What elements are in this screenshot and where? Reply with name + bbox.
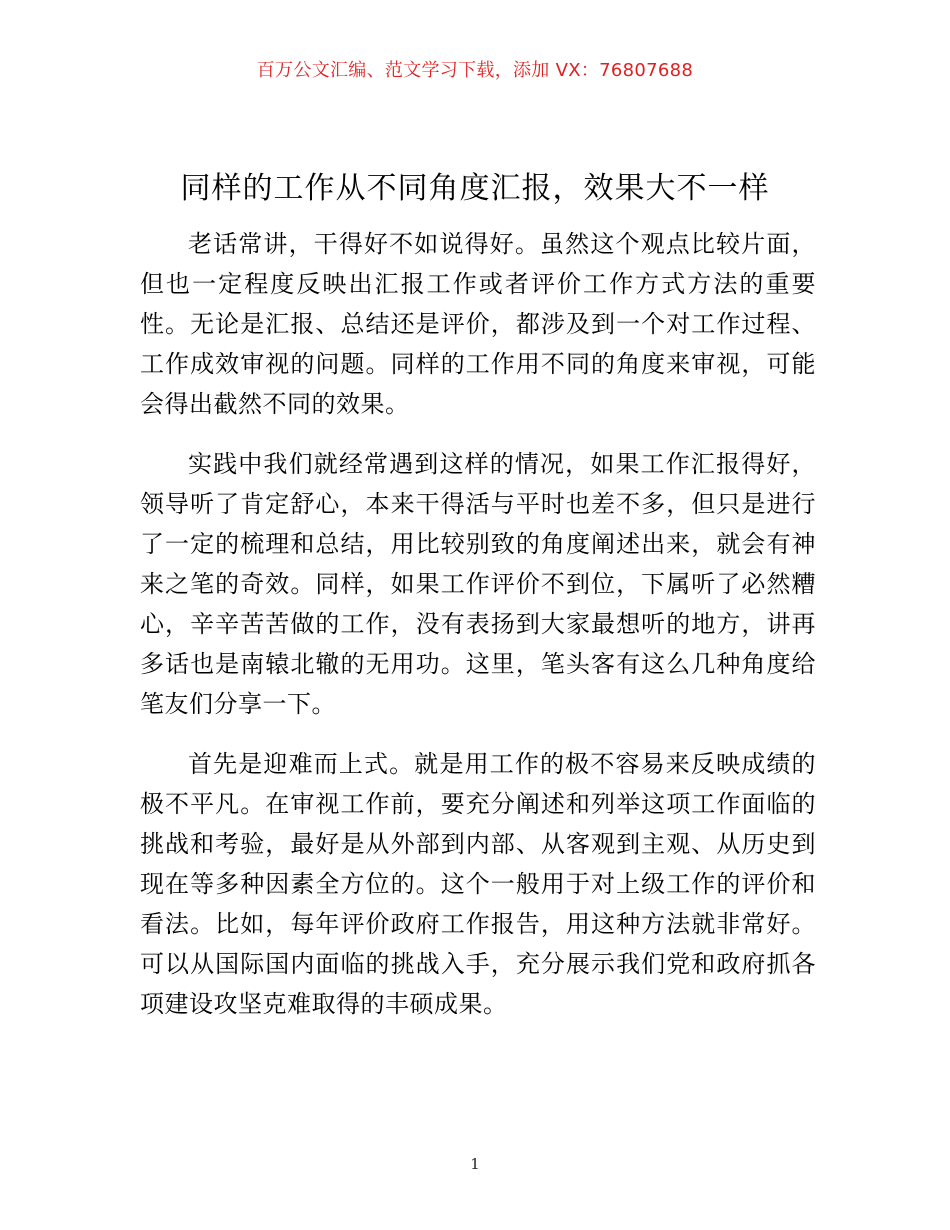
- page-number: 1: [470, 1155, 480, 1173]
- paragraph-2: 实践中我们就经常遇到这样的情况，如果工作汇报得好，领导听了肯定舒心，本来干得活与平时也差不多，但只是进行了一定的梳理和总结，用比较别致的角度阐述出来，就会有神来之笔的奇效。同样，如果工作评价不到位，下属听了必然糟心，辛辛苦苦做的工作，没有表扬到大家最想听的地方，讲再多话也是南辕北辙的无用功。这里，笔头客有这么几种角度给笔友们分享一下。: [140, 450, 816, 718]
- header-banner: 百万公文汇编、范文学习下载，添加 VX：76807688: [256, 60, 694, 81]
- paragraph-3: 首先是迎难而上式。就是用工作的极不容易来反映成绩的极不平凡。在审视工作前，要充分阐述和列举这项工作面临的挑战和考验，最好是从外部到内部、从客观到主观、从历史到现在等多种因素全方位的。这个一般用于对上级工作的评价和看法。比如，每年评价政府工作报告，用这种方法就非常好。可以从国际国内面临的挑战入手，充分展示我们党和政府抓各项建设攻坚克难取得的丰硕成果。: [140, 750, 816, 1018]
- document-body: [140, 224, 816, 1044]
- paragraph-1: 老话常讲，干得好不如说得好。虽然这个观点比较片面，但也一定程度反映出汇报工作或者评价工作方式方法的重要性。无论是汇报、总结还是评价，都涉及到一个对工作过程、工作成效审视的问题。同样的工作用不同的角度来审视，可能会得出截然不同的效果。: [140, 230, 816, 418]
- document-title: 同样的工作从不同角度汇报，效果大不一样: [180, 171, 770, 206]
